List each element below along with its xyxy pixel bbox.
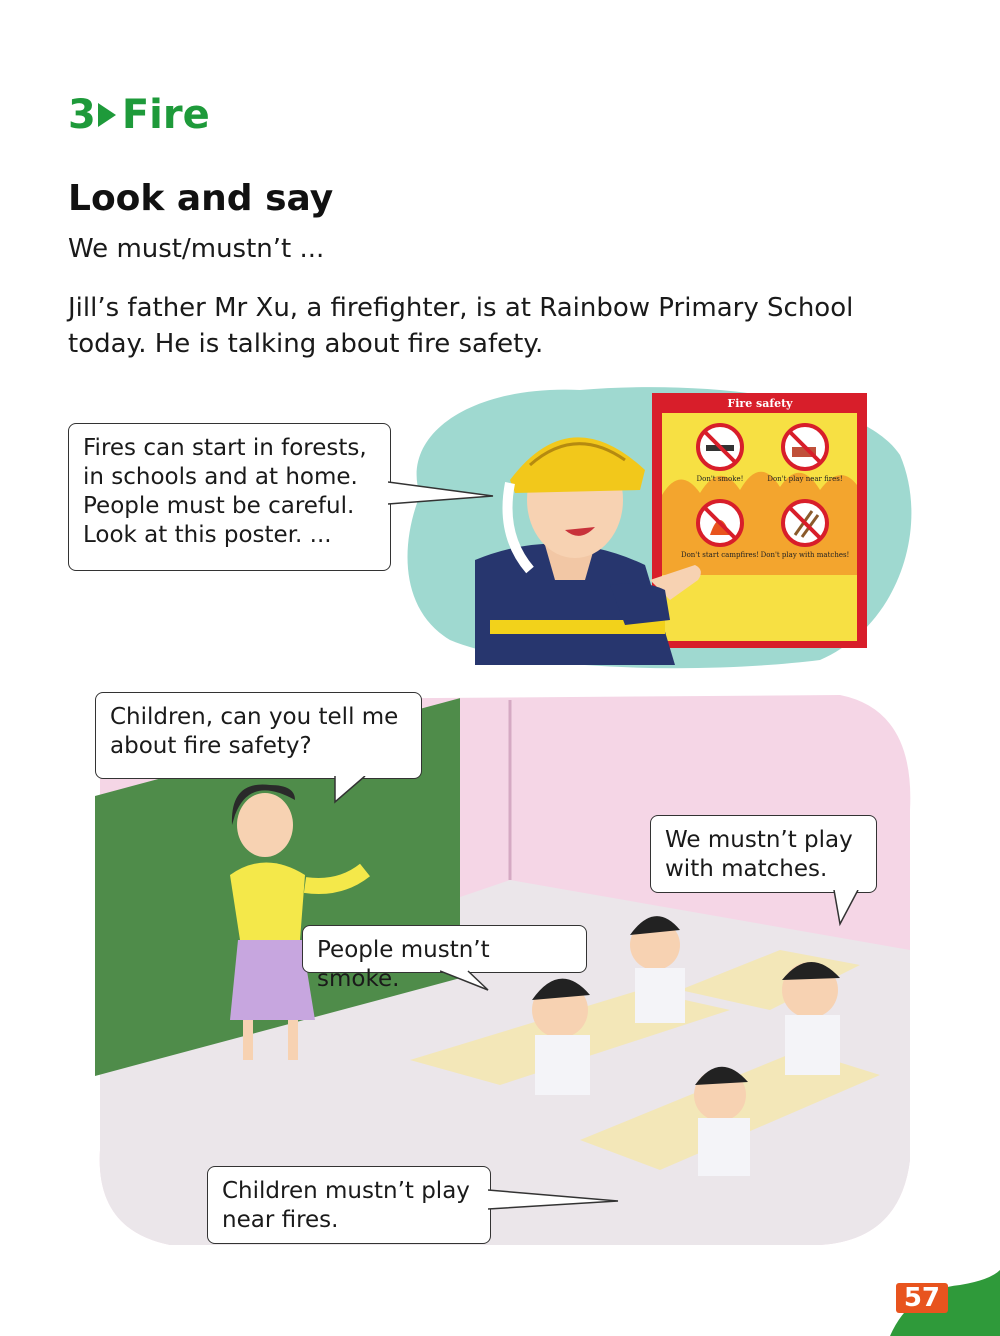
child-speech-bubble-smoke xyxy=(302,925,587,992)
poster-sign-label: Don't play with matches! xyxy=(760,551,850,559)
speech-line: in schools and at home. xyxy=(83,464,358,490)
firefighter-illustration xyxy=(380,375,920,670)
poster-sign-label: Don't smoke! xyxy=(696,475,744,483)
teacher-speech-bubble xyxy=(95,692,422,779)
no-play-near-fires-sign-icon xyxy=(783,425,827,469)
speech-line: Children, can you tell me xyxy=(110,704,399,730)
speech-tail xyxy=(830,890,870,930)
speech-line: People must be careful. xyxy=(83,493,355,519)
speech-line: We mustn’t play xyxy=(665,827,853,853)
speech-line: Children mustn’t play xyxy=(222,1178,470,1204)
unit-number: 3 xyxy=(68,92,96,138)
fire-safety-poster xyxy=(652,393,867,648)
poster-sign-label: Don't play near fires! xyxy=(767,475,843,483)
speech-tail xyxy=(325,776,375,806)
no-smoking-sign-icon xyxy=(698,425,742,469)
intro-paragraph: Jill’s father Mr Xu, a firefighter, is at Rainbow Primary School today. He is talking about fire safety. xyxy=(68,293,854,359)
speech-tail xyxy=(388,478,498,518)
speech-line: about fire safety? xyxy=(110,733,312,759)
unit-title: Fire xyxy=(121,92,210,138)
no-matches-sign-icon xyxy=(783,501,827,545)
child-speech-bubble-matches xyxy=(650,815,877,893)
speech-line: near fires. xyxy=(222,1207,339,1233)
unit-arrow-icon xyxy=(98,103,116,127)
speech-tail xyxy=(440,970,500,995)
page-number: 57 xyxy=(896,1283,948,1313)
poster-sign-label: Don't start campfires! xyxy=(680,551,760,559)
speech-line: Look at this poster. ... xyxy=(83,522,332,548)
unit-heading xyxy=(68,92,210,138)
speech-tail xyxy=(488,1185,628,1215)
speech-line: Fires can start in forests, xyxy=(83,435,367,461)
poster-title: Fire safety xyxy=(727,397,793,410)
section-title: Look and say xyxy=(68,178,334,219)
child-speech-bubble-fires xyxy=(207,1166,491,1244)
no-campfire-sign-icon xyxy=(698,501,742,545)
speech-line: with matches. xyxy=(665,856,828,882)
speech-line: People mustn’t smoke. xyxy=(317,937,490,992)
firefighter-speech-bubble xyxy=(68,423,391,571)
sentence-pattern: We must/mustn’t ... xyxy=(68,234,325,264)
